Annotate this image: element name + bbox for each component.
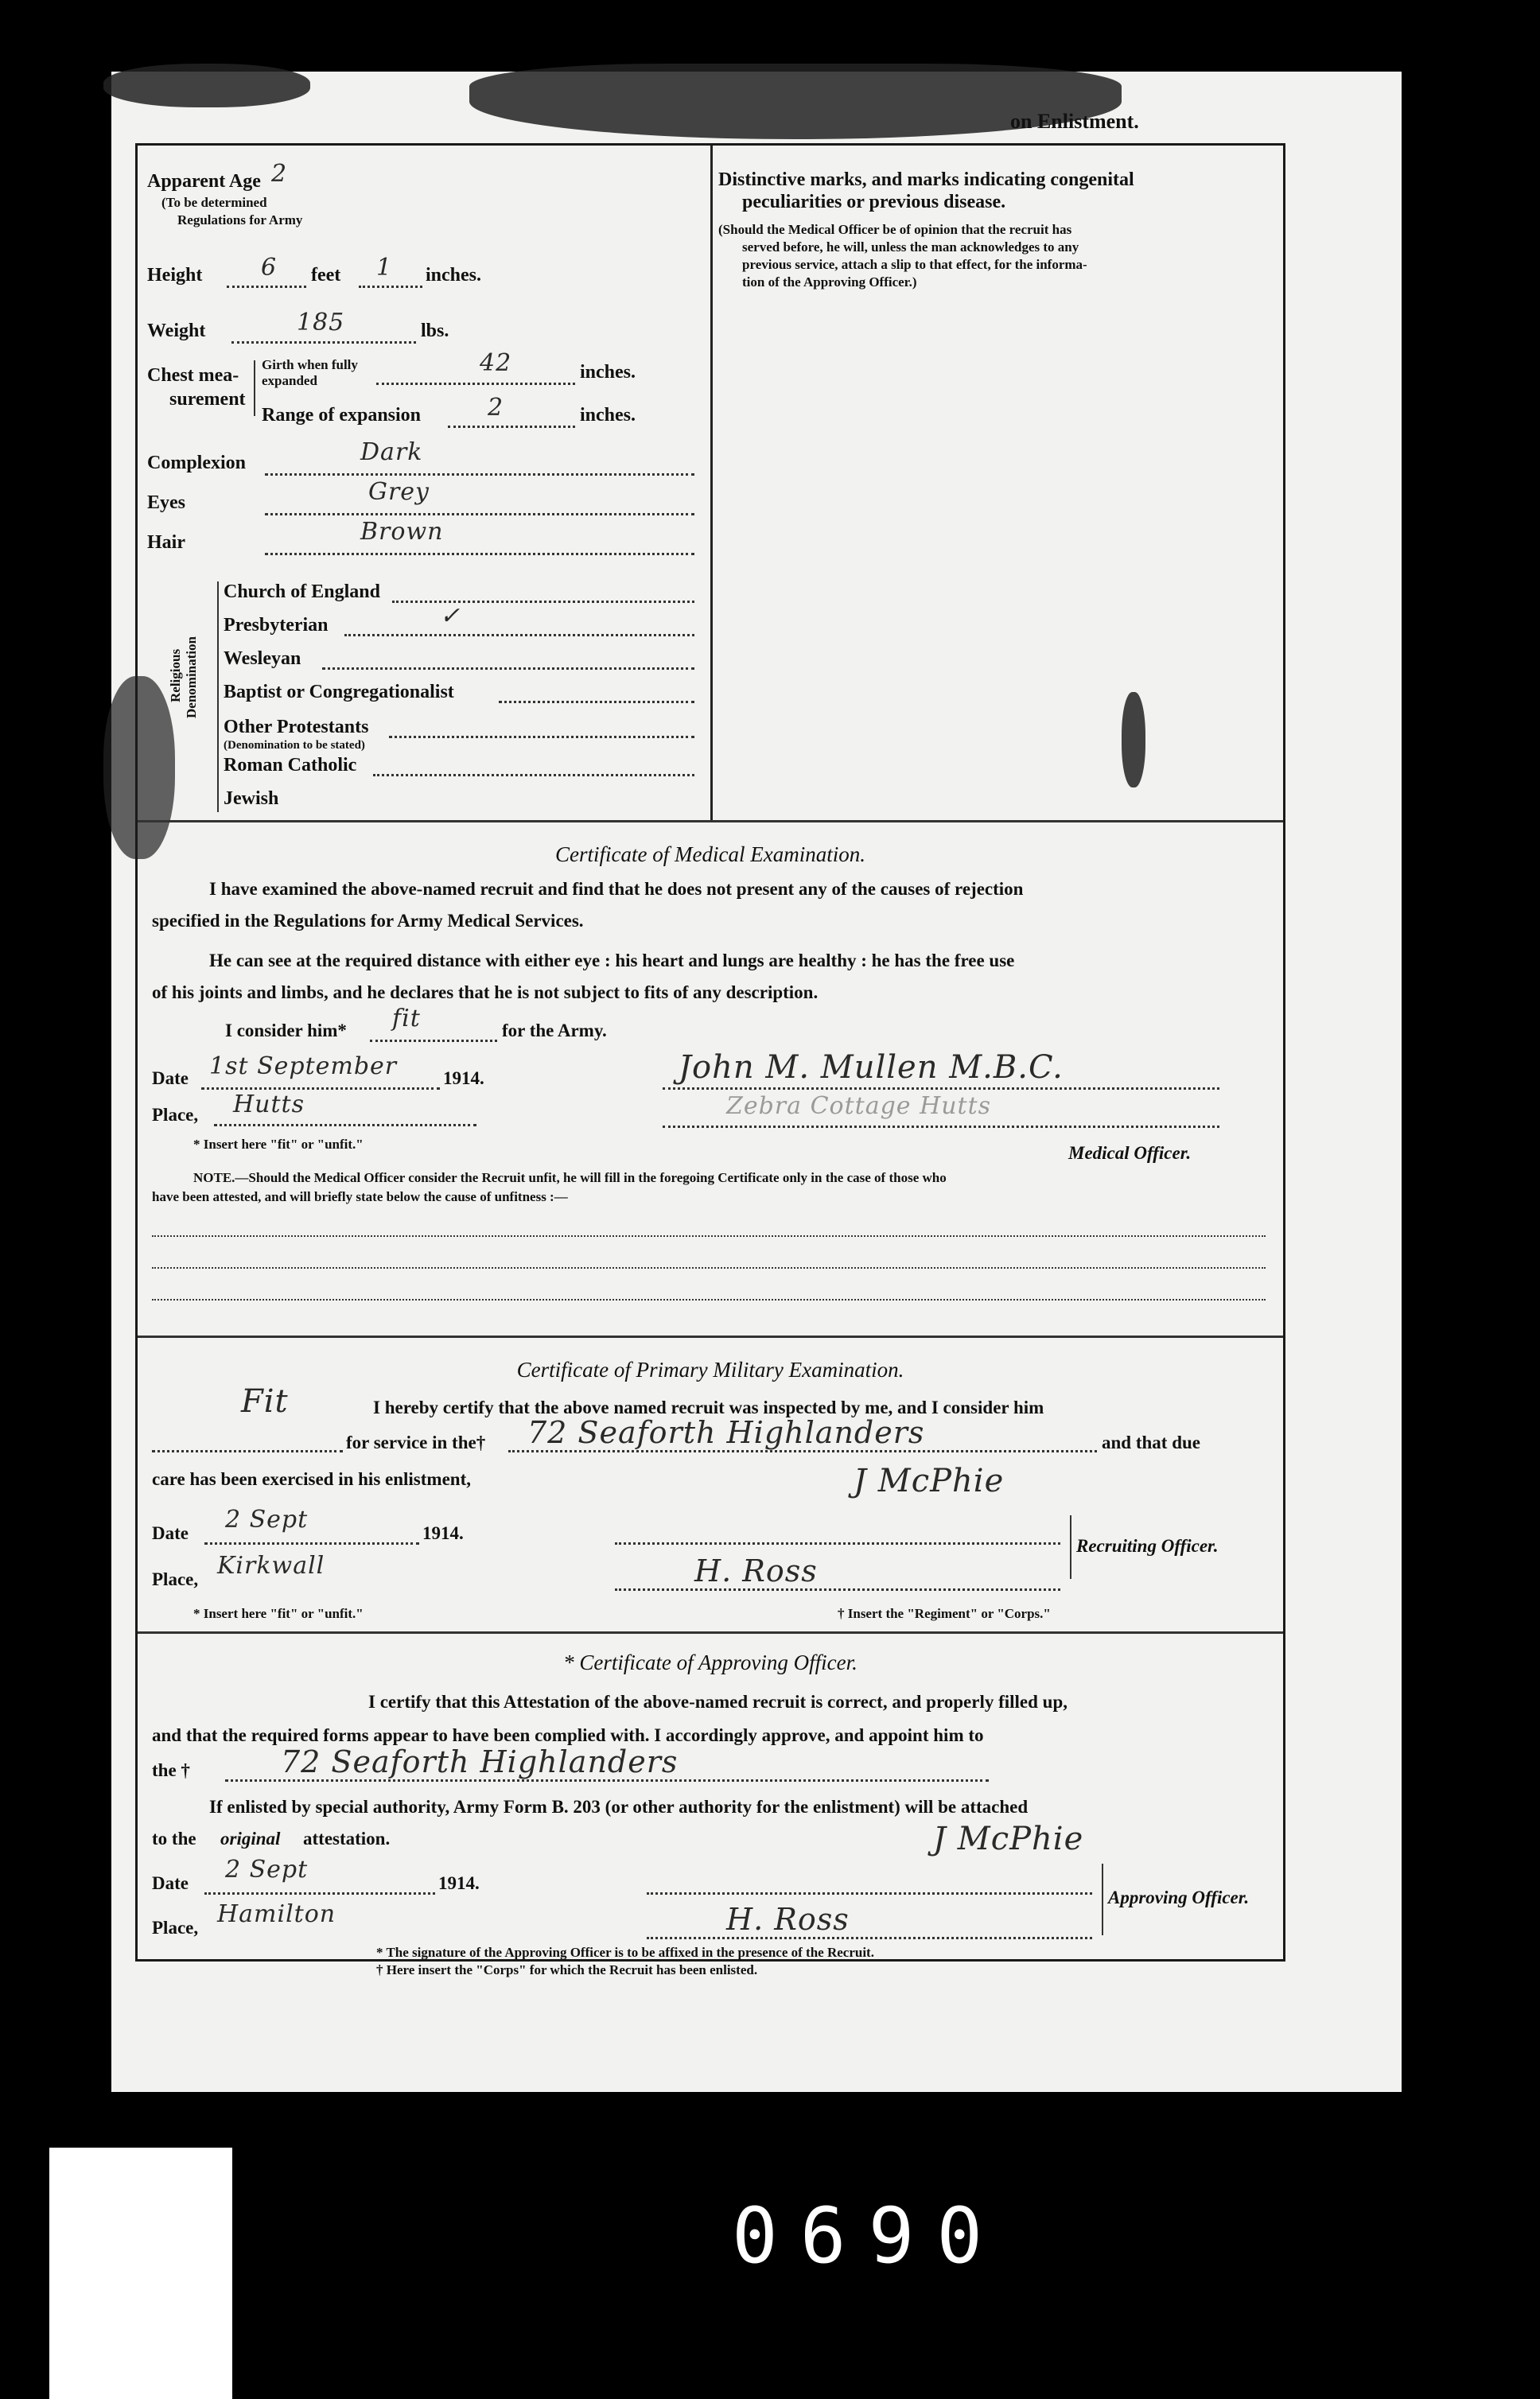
medical-officer-label: Medical Officer. <box>1068 1143 1192 1163</box>
medical-consider-line <box>370 1040 497 1042</box>
girth-line <box>376 383 575 385</box>
religion-wesleyan: Wesleyan <box>224 648 301 669</box>
medical-place-value: Hutts <box>233 1091 305 1118</box>
complexion-label: Complexion <box>147 453 247 473</box>
girth-label-1: Girth when fully <box>262 357 358 372</box>
approving-footnote-1: * The signature of the Approving Officer is to be affixed in the presence of the Recruit. <box>376 1945 874 1960</box>
marks-note-4: tion of the Approving Officer.) <box>742 274 917 290</box>
approving-corps: 72 Seaforth Highlanders <box>281 1744 679 1779</box>
weight-unit: lbs. <box>421 321 449 341</box>
height-inches-value: 1 <box>376 254 393 282</box>
medical-place-label: Place, <box>152 1105 199 1125</box>
primary-place-label: Place, <box>152 1569 199 1589</box>
height-feet-line <box>227 286 306 288</box>
weight-value: 185 <box>297 309 345 336</box>
approving-corps-line <box>225 1779 989 1782</box>
religion-line-5 <box>373 774 694 776</box>
marks-note-3: previous service, attach a slip to that effect, for the informa- <box>742 257 1087 272</box>
primary-fit-value: Fit <box>241 1383 289 1420</box>
complexion-value: Dark <box>360 438 423 466</box>
medical-top-rule <box>138 820 1283 822</box>
hair-value: Brown <box>360 518 444 546</box>
ink-stain-top-left <box>103 64 310 107</box>
approving-the-label: the † <box>152 1760 190 1780</box>
chest-label-2: surement <box>169 389 246 410</box>
medical-signature-line <box>663 1087 1219 1090</box>
religion-presbyterian: Presbyterian <box>224 615 329 636</box>
approving-date-year: 1914. <box>438 1873 480 1893</box>
approving-date-line <box>204 1892 435 1895</box>
chest-label-1: Chest mea- <box>147 365 239 386</box>
religion-line-2 <box>322 667 694 670</box>
medical-note-b: have been attested, and will briefly state below the cause of unfitness :— <box>152 1189 568 1204</box>
primary-insert-note: * Insert here "fit" or "unfit." <box>193 1606 364 1621</box>
medical-signature: John M. Mullen M.B.C. <box>679 1049 1064 1086</box>
range-value: 2 <box>488 394 504 422</box>
primary-date-value: 2 Sept <box>225 1506 309 1534</box>
primary-insert-note-2: † Insert the "Regiment" or "Corps." <box>838 1606 1051 1621</box>
age-note-1: (To be determined <box>161 195 267 210</box>
hair-label: Hair <box>147 532 185 553</box>
religion-other-protestants: Other Protestants <box>224 717 369 737</box>
hair-line <box>265 553 694 555</box>
unfit-reason-line-3 <box>152 1299 1266 1301</box>
primary-signature-line <box>615 1542 1060 1545</box>
primary-signature-line-2 <box>615 1588 1060 1591</box>
approving-line-5a: to the <box>152 1829 196 1849</box>
medical-p1b: specified in the Regulations for Army Medical Services. <box>152 911 584 931</box>
primary-officer-brace <box>1070 1515 1071 1579</box>
approving-place-label: Place, <box>152 1918 199 1938</box>
approving-date-value: 2 Sept <box>225 1856 309 1884</box>
medical-date-line <box>201 1087 440 1090</box>
religion-line-0 <box>392 601 694 603</box>
column-divider <box>710 146 713 820</box>
religion-side-label-2: Denomination <box>184 636 199 718</box>
height-label: Height <box>147 265 203 286</box>
approving-signature-line <box>647 1892 1092 1895</box>
girth-unit: inches. <box>580 362 636 383</box>
medical-consider-value: fit <box>392 1005 421 1032</box>
girth-value: 42 <box>480 349 512 377</box>
primary-regiment-line <box>508 1450 1097 1452</box>
header-title-fragment: on Enlistment. <box>1010 110 1139 133</box>
approving-date-label: Date <box>152 1873 189 1893</box>
weight-line <box>231 341 416 344</box>
approving-line-2: and that the required forms appear to have been complied with. I accordingly approve, and appoint him to <box>152 1725 984 1745</box>
medical-insert-note: * Insert here "fit" or "unfit." <box>193 1137 364 1152</box>
primary-place-value: Kirkwall <box>217 1552 325 1580</box>
approving-line-5c: attestation. <box>303 1829 391 1849</box>
girth-label-2: expanded <box>262 373 317 388</box>
medical-date-label: Date <box>152 1068 189 1088</box>
primary-line-1: I hereby certify that the above named recruit was inspected by me, and I consider him <box>373 1398 1044 1417</box>
unfit-reason-line-1 <box>152 1235 1266 1237</box>
primary-and-that-due: and that due <box>1102 1433 1200 1452</box>
apparent-age-value: 2 <box>271 160 288 188</box>
approving-officer-label: Approving Officer. <box>1108 1888 1250 1907</box>
page-number: 0690 <box>732 2191 1005 2280</box>
religion-church-of-england: Church of England <box>224 581 380 602</box>
approving-line-1: I certify that this Attestation of the above-named recruit is correct, and properly filled up, <box>368 1692 1068 1712</box>
primary-officer-label: Recruiting Officer. <box>1076 1536 1219 1556</box>
medical-consider-post: for the Army. <box>502 1021 607 1040</box>
medical-p2a: He can see at the required distance with either eye : his heart and lungs are healthy : he has the free use <box>209 951 1015 970</box>
medical-date-value: 1st September <box>209 1052 398 1080</box>
medical-signature-address: Zebra Cottage Hutts <box>726 1092 992 1120</box>
approving-signature: J McPhie <box>933 1821 1084 1857</box>
marks-line-1: Distinctive marks, and marks indicating congenital <box>718 169 1134 190</box>
eyes-line <box>265 513 694 515</box>
medical-p1a: I have examined the above-named recruit and find that he does not present any of the causes of rejection <box>209 879 1024 899</box>
approving-footnote-2: † Here insert the "Corps" for which the Recruit has been enlisted. <box>376 1962 758 1977</box>
weight-label: Weight <box>147 321 206 341</box>
primary-signature-2: H. Ross <box>694 1553 818 1588</box>
approving-top-rule <box>138 1631 1283 1634</box>
religion-presbyterian-mark: ✓ <box>440 602 461 630</box>
religion-roman-catholic: Roman Catholic <box>224 755 357 776</box>
age-note-2: Regulations for Army <box>177 212 303 227</box>
religion-side-label-1: Religious <box>168 648 183 702</box>
range-line <box>448 426 575 428</box>
eyes-label: Eyes <box>147 492 185 513</box>
range-label: Range of expansion <box>262 405 422 426</box>
medical-place-line <box>214 1124 476 1126</box>
primary-top-rule <box>138 1336 1283 1338</box>
primary-regiment: 72 Seaforth Highlanders <box>527 1415 925 1450</box>
religion-jewish: Jewish <box>224 788 279 809</box>
primary-date-label: Date <box>152 1523 189 1543</box>
marks-line-2: peculiarities or previous disease. <box>742 192 1006 212</box>
primary-line-3: care has been exercised in his enlistment, <box>152 1469 471 1489</box>
form-frame <box>135 143 1285 1977</box>
religion-baptist: Baptist or Congregationalist <box>224 682 454 702</box>
primary-title: Certificate of Primary Military Examination. <box>516 1358 904 1382</box>
eyes-value: Grey <box>368 478 430 506</box>
height-feet-unit: feet <box>311 265 341 286</box>
primary-date-line <box>204 1542 419 1545</box>
primary-signature: J McPhie <box>854 1463 1005 1499</box>
religion-line-4 <box>389 736 694 738</box>
primary-fit-line <box>152 1450 343 1452</box>
denomination-note: (Denomination to be stated) <box>224 739 365 752</box>
height-inches-line <box>359 286 422 288</box>
approving-line-4: If enlisted by special authority, Army Form B. 203 (or other authority for the enlistment) will be attached <box>209 1797 1029 1817</box>
primary-date-year: 1914. <box>422 1523 464 1543</box>
attestation-form-page <box>111 72 1402 2092</box>
primary-for-service: for service in the† <box>346 1433 486 1452</box>
medical-consider-pre: I consider him* <box>225 1021 347 1040</box>
medical-p2b: of his joints and limbs, and he declares that he is not subject to fits of any description. <box>152 982 819 1002</box>
unfit-reason-line-2 <box>152 1267 1266 1269</box>
religion-line-1 <box>344 634 694 636</box>
white-paper-tab <box>49 2148 232 2399</box>
approving-signature-2: H. Ross <box>726 1902 850 1937</box>
marks-note-1: (Should the Medical Officer be of opinion that the recruit has <box>718 222 1072 237</box>
approving-place-value: Hamilton <box>217 1900 336 1928</box>
approving-line-5b: original <box>220 1829 281 1849</box>
approving-officer-brace <box>1102 1864 1103 1935</box>
height-feet-value: 6 <box>261 254 278 282</box>
approving-title: * Certificate of Approving Officer. <box>563 1651 858 1674</box>
medical-note-a: NOTE.—Should the Medical Officer consider the Recruit unfit, he will fill in the foregoing Certificate only in the case of those who <box>193 1170 947 1185</box>
chest-brace <box>254 360 255 416</box>
marks-note-2: served before, he will, unless the man acknowledges to any <box>742 239 1079 255</box>
height-inches-unit: inches. <box>426 265 482 286</box>
religion-brace <box>217 581 219 812</box>
medical-address-line <box>663 1126 1219 1128</box>
approving-signature-line-2 <box>647 1937 1092 1939</box>
medical-date-year: 1914. <box>443 1068 484 1088</box>
apparent-age-label: Apparent Age <box>147 171 261 192</box>
medical-title: Certificate of Medical Examination. <box>555 842 865 866</box>
complexion-line <box>265 473 694 476</box>
religion-line-3 <box>499 701 694 703</box>
range-unit: inches. <box>580 405 636 426</box>
